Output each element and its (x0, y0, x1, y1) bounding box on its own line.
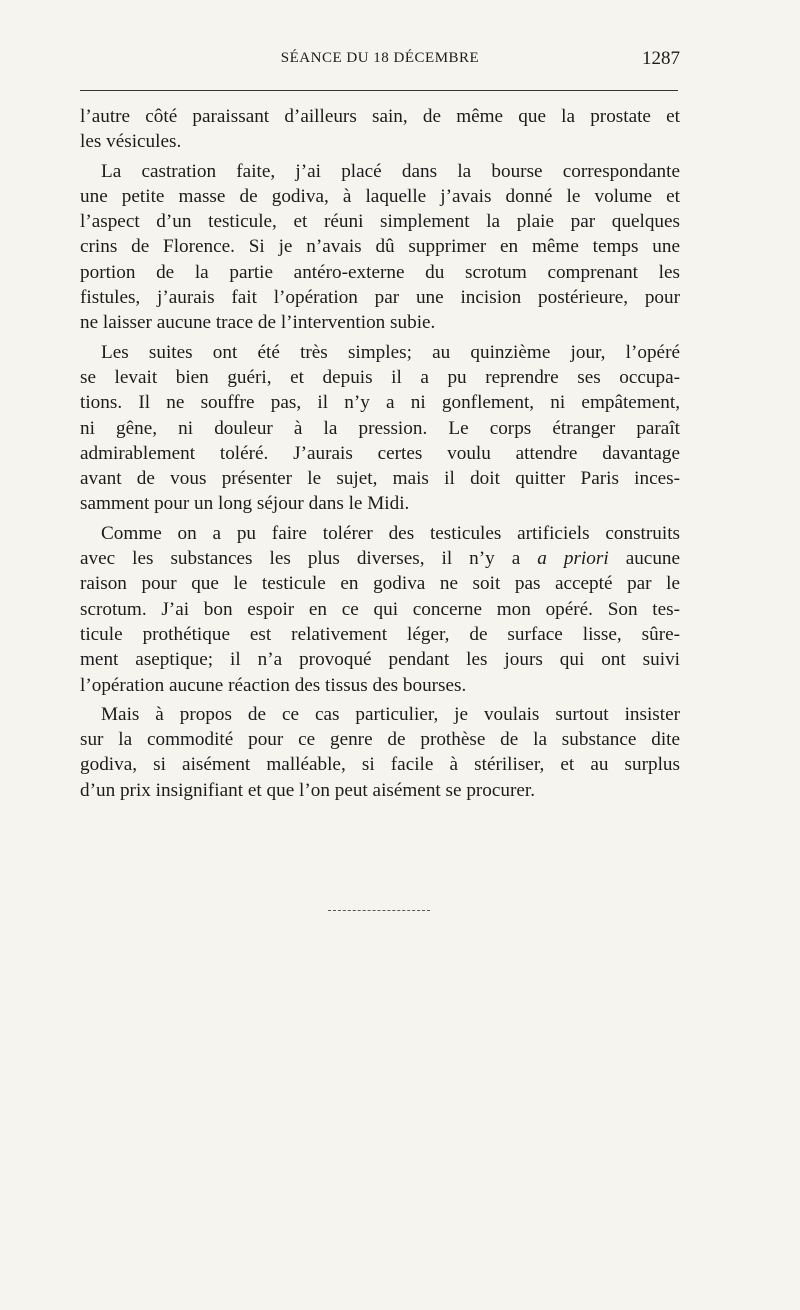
text-line: godiva, si aisément malléable, si facile à stériliser, et au surplus (80, 754, 680, 776)
paragraph-4 (80, 521, 680, 698)
text-segment: aucune (625, 548, 681, 570)
text-line: samment pour un long séjour dans le Midi. (80, 493, 410, 515)
page-number: 1287 (642, 48, 680, 69)
text-line: Mais à propos de ce cas particulier, je voulais surtout insister (101, 703, 680, 725)
text-line: Comme on a pu faire tolérer des testicules artificiels construits (101, 522, 680, 544)
paragraph-1 (80, 104, 680, 155)
text-line: ment aseptique; il n’a provoqué pendant les jours qui ont suivi (80, 649, 680, 671)
text-line: La castration faite, j’ai placé dans la bourse correspondante (101, 160, 680, 182)
text-line: l’autre côté paraissant d’ailleurs sain, de même que la prostate et (80, 106, 680, 127)
paragraph-3 (80, 340, 680, 517)
section-end-rule (328, 910, 430, 911)
text-line: avant de vous présenter le sujet, mais il doit quitter Paris inces- (80, 468, 680, 490)
text-line-with-italic (80, 546, 680, 571)
paragraph-5 (80, 702, 680, 803)
running-head (80, 50, 680, 76)
text-line: une petite masse de godiva, à laquelle j’avais donné le volume et (80, 185, 680, 207)
text-line: l’aspect d’un testicule, et réuni simplement la plaie par quelques (80, 211, 680, 233)
text-line: crins de Florence. Si je n’avais dû supprimer en même temps une (80, 236, 680, 258)
text-line: raison pour que le testicule en godiva ne soit pas accepté par le (80, 573, 680, 595)
text-segment: avec les substances les plus diverses, il n’y a (80, 548, 521, 570)
italic-phrase: a priori (537, 548, 609, 570)
text-line: scrotum. J’ai bon espoir en ce qui concerne mon opéré. Son tes- (80, 598, 680, 620)
text-line: ne laisser aucune trace de l’intervention subie. (80, 312, 436, 334)
text-line: ticule prothétique est relativement léger, de surface lisse, sûre- (80, 623, 680, 645)
paragraph-2 (80, 159, 680, 336)
text-line: sur la commodité pour ce genre de prothèse de la substance dite (80, 729, 680, 751)
text-line: portion de la partie antéro-externe du scrotum comprenant les (80, 261, 680, 283)
header-rule (80, 90, 678, 91)
body-text (80, 104, 680, 807)
text-line: Les suites ont été très simples; au quinzième jour, l’opéré (101, 341, 680, 363)
text-line: d’un prix insignifiant et que l’on peut aisément se procurer. (80, 779, 536, 801)
text-line: l’opération aucune réaction des tissus des bourses. (80, 674, 467, 696)
text-line: admirablement toléré. J’aurais certes voulu attendre davantage (80, 442, 680, 464)
text-line: tions. Il ne souffre pas, il n’y a ni gonflement, ni empâtement, (80, 392, 680, 414)
text-line: ni gêne, ni douleur à la pression. Le corps étranger paraît (80, 417, 680, 439)
text-line: fistules, j’aurais fait l’opération par une incision postérieure, pour (80, 287, 680, 309)
running-title: SÉANCE DU 18 DÉCEMBRE (280, 50, 480, 66)
text-line: les vésicules. (80, 131, 182, 153)
text-line: se levait bien guéri, et depuis il a pu reprendre ses occupa- (80, 366, 680, 388)
